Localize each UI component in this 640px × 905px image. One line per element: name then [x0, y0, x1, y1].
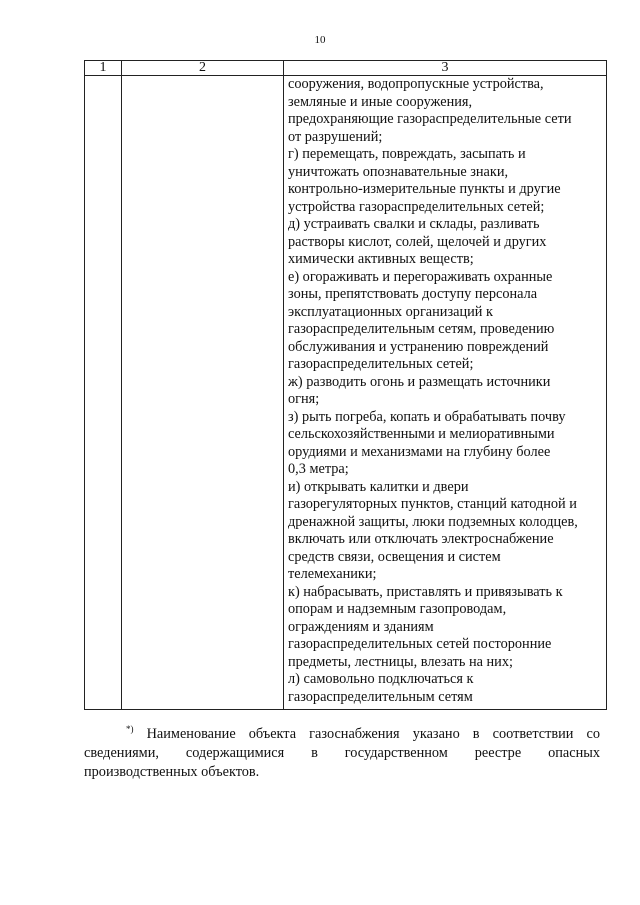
- text-line: газораспределительным сетям, проведению: [288, 321, 555, 337]
- text-line: ограждениям и зданиям: [288, 618, 434, 635]
- text-line: уничтожать опознавательные знаки,: [288, 163, 509, 180]
- text-line: е) огораживать и перегораживать охранные: [288, 268, 553, 285]
- cell-column-2: [122, 76, 284, 710]
- text-line: телемеханики;: [288, 566, 377, 582]
- text-line: предметы, лестницы, влезать на них;: [288, 653, 513, 670]
- text-line: от разрушений;: [288, 128, 383, 145]
- footnote: [84, 720, 600, 782]
- text-line: обслуживания и устранению повреждений: [288, 338, 549, 355]
- text-line: газорегуляторных пунктов, станций катодной и: [288, 496, 577, 512]
- text-line: эксплуатационных организаций к: [288, 303, 493, 320]
- text-line: газораспределительных сетей посторонние: [288, 636, 552, 652]
- text-line: газораспределительных сетей;: [288, 356, 474, 372]
- table-row: [85, 76, 607, 710]
- footnote-marker: *): [126, 724, 134, 734]
- text-line: устройства газораспределительных сетей;: [288, 198, 545, 215]
- footnote-text: Наименование объекта газоснабжения указано в соответствии со сведениями, содержащимися в государственном реестре опасных производственных объектов.: [84, 726, 601, 780]
- text-line: з) рыть погреба, копать и обрабатывать почву: [288, 408, 566, 425]
- text-line: земляные и иные сооружения,: [288, 93, 473, 110]
- prohibitions-list: [284, 76, 606, 709]
- column-header-2: 2: [122, 61, 284, 76]
- text-line: дренажной защиты, люки подземных колодцев,: [288, 513, 578, 530]
- text-line: химически активных веществ;: [288, 251, 474, 267]
- text-line: л) самовольно подключаться к: [288, 671, 474, 687]
- text-line: включать или отключать электроснабжение: [288, 531, 554, 547]
- table-header-row: [85, 61, 607, 76]
- cell-column-3: [284, 76, 607, 710]
- text-line: сооружения, водопропускные устройства,: [288, 76, 544, 92]
- text-line: к) набрасывать, приставлять и привязывать к: [288, 583, 563, 600]
- text-line: растворы кислот, солей, щелочей и других: [288, 233, 547, 250]
- text-line: газораспределительным сетям: [288, 688, 473, 705]
- text-line: сельскохозяйственными и мелиоративными: [288, 426, 555, 442]
- text-line: ж) разводить огонь и размещать источники: [288, 373, 551, 390]
- document-table: [84, 60, 607, 710]
- text-line: средств связи, освещения и систем: [288, 548, 501, 565]
- column-header-3: 3: [284, 61, 607, 76]
- text-line: контрольно-измерительные пункты и другие: [288, 181, 561, 197]
- footnote-paragraph: [84, 720, 600, 782]
- text-line: 0,3 метра;: [288, 461, 349, 477]
- text-line: и) открывать калитки и двери: [288, 478, 469, 495]
- page-number: 10: [314, 34, 326, 46]
- cell-column-1: [85, 76, 122, 710]
- text-line: орудиями и механизмами на глубину более: [288, 443, 551, 460]
- text-line: предохраняющие газораспределительные сети: [288, 111, 572, 127]
- text-line: г) перемещать, повреждать, засыпать и: [288, 146, 526, 162]
- column-header-1: 1: [85, 61, 122, 76]
- text-line: зоны, препятствовать доступу персонала: [288, 286, 538, 302]
- text-line: д) устраивать свалки и склады, разливать: [288, 216, 540, 232]
- text-line: огня;: [288, 391, 320, 407]
- text-line: опорам и надземным газопроводам,: [288, 601, 507, 617]
